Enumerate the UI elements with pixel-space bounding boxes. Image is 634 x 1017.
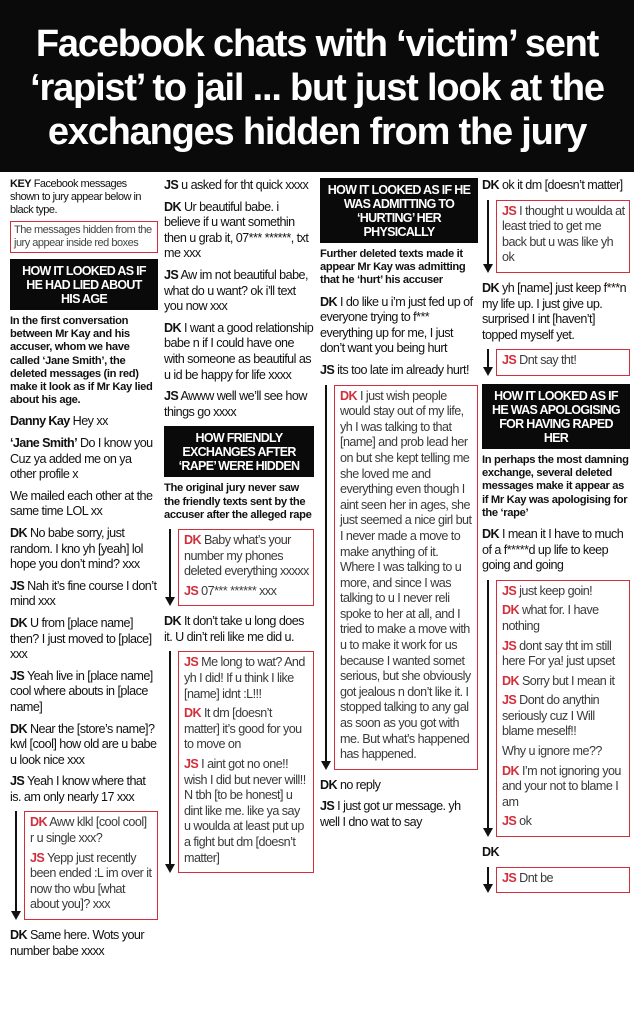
- speaker: DK: [502, 603, 519, 618]
- message-text: I just wish people would stay out of my life, yh I was talking to that [name] and prob lead her on but she kept telling me she loved me and everything even though I aint seen her in ages, she just seemed a nice girl but I never made a move to make anything of it. Where I was talking to u more, and since I was talking to u I never reli spoke to her at all, and I tried to make a move with u to make it work for us because I wanted somet serious, but she obviously got jealous n don’t like it. I stopped talking to any gal as soon as you got with me. But what’s happened has happened.: [340, 388, 472, 762]
- speaker: JS: [502, 814, 517, 829]
- chat-message: [164, 268, 314, 315]
- key-text: Facebook messages shown to jury appear below in black type.: [10, 178, 142, 216]
- speaker: DK: [164, 199, 181, 214]
- speaker: JS: [164, 389, 179, 404]
- message-text: I want a good relationship babe n if I could have one with someone as beautiful as u id be happy for life xxxx: [164, 320, 314, 382]
- speaker: JS: [502, 203, 517, 218]
- speaker: JS: [10, 774, 25, 789]
- section-description-hurting: Further deleted texts made it appear Mr Kay was admitting that he ‘hurt’ his accuser: [320, 248, 466, 287]
- message-text: I aint got no one!! wish I did but never will!! N tbh [to be honest] u dint like me. like ya say u woulda at least put up a fight but dm [doesn’t matter]: [184, 757, 306, 865]
- message-text: I just got ur message. yh well I dno wat to say: [320, 799, 461, 830]
- section-description-age: In the first conversation between Mr Kay and his accuser, whom we have called ‘Jane Smith’, the deleted messages (in red) make it look as if Mr Kay lied about his age.: [10, 315, 153, 407]
- hidden-message: [184, 757, 309, 866]
- hidden-message: [184, 655, 309, 702]
- hidden-message: [502, 744, 625, 760]
- chat-message: [10, 616, 158, 663]
- message-text: Yeah live in [place name] cool where abouts in [place name]: [10, 668, 153, 714]
- down-arrow-icon: [167, 529, 173, 606]
- message-text: Do I know you Cuz ya added me on ya other profile x: [10, 436, 153, 482]
- headline-line-1: Facebook chats with ‘victim’ sent: [35, 23, 599, 65]
- speaker: JS: [320, 362, 335, 377]
- hidden-message: [30, 815, 153, 846]
- hidden-message: [502, 639, 625, 670]
- message-text: Dnt say tht!: [519, 353, 577, 368]
- hidden-message: [502, 871, 625, 887]
- speaker: DK: [482, 178, 499, 192]
- hidden-message: [502, 603, 625, 634]
- message-text: its too late im already hurt!: [337, 362, 469, 377]
- headline-banner: [0, 0, 634, 172]
- hidden-messages-group: [164, 651, 314, 873]
- hidden-messages-box: [496, 580, 630, 837]
- chat-message: [482, 281, 630, 343]
- chat-message: [164, 200, 314, 262]
- message-text: We mailed each other at the same time LOL xx: [10, 488, 153, 519]
- chat-message: [164, 321, 314, 383]
- hidden-messages-box: [24, 811, 158, 920]
- chat-message: [320, 799, 478, 830]
- speaker: DK: [164, 614, 181, 629]
- message-text: Awww well we’ll see how things go xxxx: [164, 389, 307, 419]
- hidden-messages-group: [482, 200, 630, 273]
- hidden-message: [502, 693, 625, 740]
- speaker: JS: [184, 655, 199, 670]
- speaker: DK: [184, 706, 201, 721]
- speaker: JS: [502, 693, 517, 708]
- message-text: Same here. Wots your number babe xxxx: [10, 928, 145, 958]
- speaker: DK: [184, 532, 201, 547]
- section-heading-friendly: HOW FRIENDLY EXCHANGES AFTER ‘RAPE’ WERE HIDDEN: [164, 426, 314, 477]
- hidden-message: [502, 764, 625, 811]
- down-arrow-icon: [485, 349, 491, 376]
- message-text: Nah it’s fine course I don’t mind xxx: [10, 578, 157, 609]
- section-description-apologising: In perhaps the most damning exchange, several deleted messages make it appear as if Mr Kay was apologising for the ‘rape’: [482, 453, 629, 519]
- message-text: No babe sorry, just random. I kno yh [yeah] lol hope you don’t mind? xxx: [10, 525, 143, 572]
- speaker: DK: [482, 845, 499, 860]
- message-text: U from [place name] then? I just moved to [place] xxx: [10, 615, 152, 662]
- down-arrow-icon: [13, 811, 19, 920]
- hidden-message: [184, 584, 309, 600]
- message-text: Aw im not beautiful babe, what do u want? ok i’ll text you now xxx: [164, 267, 308, 314]
- speaker: DK: [30, 815, 47, 830]
- message-text: I’m not ignoring you and your not to blame I am: [502, 763, 621, 809]
- column-4: [482, 178, 630, 1017]
- speaker: DK: [502, 673, 519, 688]
- hidden-message: [184, 706, 309, 753]
- message-text: Dont do anythin seriously cuz I Will blame meself!!: [502, 693, 600, 739]
- hidden-messages-box: [178, 529, 314, 606]
- message-text: 07*** ****** xxx: [201, 583, 277, 598]
- down-arrow-icon: [485, 867, 491, 894]
- speaker: JS: [320, 799, 335, 814]
- message-text: Aww klkl [cool cool] r u single xxx?: [30, 815, 147, 846]
- column-3: [320, 178, 478, 1017]
- hidden-message: [30, 851, 153, 913]
- hidden-messages-box: [496, 200, 630, 273]
- chat-message: [10, 526, 158, 573]
- down-arrow-icon: [323, 385, 329, 770]
- message-text: Sorry but I mean it: [521, 673, 615, 688]
- chat-message: [10, 414, 158, 430]
- speaker: DK: [10, 615, 27, 630]
- hidden-message: [184, 533, 309, 580]
- speaker: DK: [502, 763, 519, 778]
- hidden-messages-group: [164, 529, 314, 606]
- key-legend: [10, 178, 158, 217]
- message-text: It don’t take u long does it. U din’t reli like me did u.: [164, 614, 304, 644]
- hidden-message: [340, 389, 473, 763]
- speaker: DK: [482, 526, 499, 541]
- chat-message: [10, 669, 158, 716]
- down-arrow-icon: [167, 651, 173, 873]
- message-text: what for. I have nothing: [502, 603, 599, 633]
- speaker: DK: [340, 388, 357, 403]
- key-label: KEY: [10, 178, 32, 190]
- hidden-messages-group: [10, 811, 158, 920]
- hidden-messages-box: [334, 385, 478, 770]
- down-arrow-icon: [485, 200, 491, 273]
- message-text: I thought u woulda at least tried to get me back but u was like yh ok: [502, 203, 625, 265]
- message-text: just keep goin!: [519, 583, 593, 598]
- hidden-message: [502, 814, 625, 830]
- column-2: [164, 178, 314, 1017]
- speaker: DK: [10, 525, 27, 540]
- speaker: DK: [320, 294, 337, 309]
- message-text: I do like u i’m just fed up of everyone trying to f*** everything up for me, I just don’t want you being hurt: [320, 294, 473, 356]
- speaker: JS: [164, 178, 179, 192]
- chat-message: [164, 389, 314, 420]
- key-red-box: The messages hidden from the jury appear inside red boxes: [10, 221, 158, 253]
- chat-message: [482, 527, 630, 574]
- hidden-messages-group: [482, 580, 630, 837]
- section-heading-age: HOW IT LOOKED AS IF HE HAD LIED ABOUT HIS AGE: [10, 259, 158, 310]
- speaker: ‘Jane Smith’: [10, 436, 77, 451]
- section-description-friendly: The original jury never saw the friendly texts sent by the accuser after the alleged rape: [164, 482, 312, 521]
- speaker: DK: [10, 721, 27, 736]
- speaker: Danny Kay: [10, 414, 70, 429]
- speaker: JS: [164, 267, 179, 282]
- chat-message: [164, 178, 314, 194]
- column-1: [10, 178, 158, 1017]
- speaker: JS: [502, 353, 517, 368]
- message-text: Hey xx: [72, 414, 108, 429]
- hidden-messages-group: [482, 349, 630, 376]
- message-text: Baby what’s your number my phones deleted everything xxxxx: [184, 532, 309, 579]
- section-heading-apologising: HOW IT LOOKED AS IF HE WAS APOLOGISING FOR HAVING RAPED HER: [482, 384, 630, 449]
- headline-line-2: ‘rapist’ to jail ... but just look at the: [30, 67, 604, 109]
- speaker: DK: [164, 320, 181, 335]
- chat-message: [320, 778, 478, 794]
- chat-message: [482, 845, 630, 861]
- chat-message: [164, 614, 314, 645]
- hidden-message: [502, 674, 625, 690]
- speaker: DK: [10, 928, 27, 943]
- speaker: JS: [184, 583, 199, 598]
- chat-message: [10, 928, 158, 959]
- message-text: Near the [store’s name]? kwl [cool] how old are u babe u look nice xxx: [10, 721, 157, 767]
- message-text: Yepp just recently been ended :L im over it now tho wbu [what about you]? xxx: [30, 850, 152, 912]
- speaker: DK: [320, 777, 337, 792]
- message-text: It dm [doesn’t matter] it’s good for you to move on: [184, 706, 302, 752]
- hidden-message: [502, 204, 625, 266]
- chat-message: [10, 774, 158, 805]
- hidden-message: [502, 353, 625, 369]
- hidden-message: [502, 584, 625, 600]
- hidden-messages-box: [178, 651, 314, 873]
- speaker: DK: [482, 280, 499, 295]
- chat-message: [10, 436, 158, 483]
- chat-message: [10, 722, 158, 769]
- hidden-messages-box: [496, 349, 630, 376]
- section-heading-hurting: HOW IT LOOKED AS IF HE WAS ADMITTING TO ‘HURTING’ HER PHYSICALLY: [320, 178, 478, 243]
- speaker: JS: [502, 583, 517, 598]
- message-text: Why u ignore me??: [502, 744, 602, 759]
- chat-message: [10, 489, 158, 520]
- speaker: JS: [10, 668, 25, 683]
- message-text: u asked for tht quick xxxx: [181, 178, 309, 192]
- chat-message: [320, 295, 478, 357]
- chat-message: [320, 363, 478, 379]
- down-arrow-icon: [485, 580, 491, 837]
- chat-message: [482, 178, 630, 194]
- headline-line-3: exchanges hidden from the jury: [47, 111, 587, 153]
- speaker: JS: [502, 870, 517, 885]
- chat-message: [10, 579, 158, 610]
- message-text: ok it dm [doesn’t matter]: [501, 178, 623, 192]
- speaker: JS: [30, 850, 45, 865]
- message-text: Dnt be: [519, 870, 553, 885]
- hidden-messages-group: [482, 867, 630, 894]
- speaker: JS: [10, 578, 25, 593]
- message-text: no reply: [339, 777, 381, 792]
- message-text: Ur beautiful babe. i believe if u want somethin then u grab it, 07*** ******, txt me xxx: [164, 199, 309, 261]
- message-text: Yeah I know where that is. am only nearly 17 xxx: [10, 774, 146, 804]
- hidden-messages-box: [496, 867, 630, 894]
- message-text: ok: [519, 814, 532, 829]
- speaker: JS: [502, 638, 517, 653]
- message-text: Me long to wat? And yh I did! If u think I like [name] idnt :L!!!: [184, 655, 305, 701]
- message-text: dont say tht im still here For ya! just upset: [502, 638, 615, 669]
- message-text: yh [name] just keep f***n my life up. I just give up. surprised I int [haven’t] topped myself yet.: [482, 280, 627, 342]
- speaker: JS: [184, 757, 199, 772]
- message-text: I mean it I have to much of a f*****d up life to keep going and going: [482, 526, 624, 573]
- hidden-messages-group: [320, 385, 478, 770]
